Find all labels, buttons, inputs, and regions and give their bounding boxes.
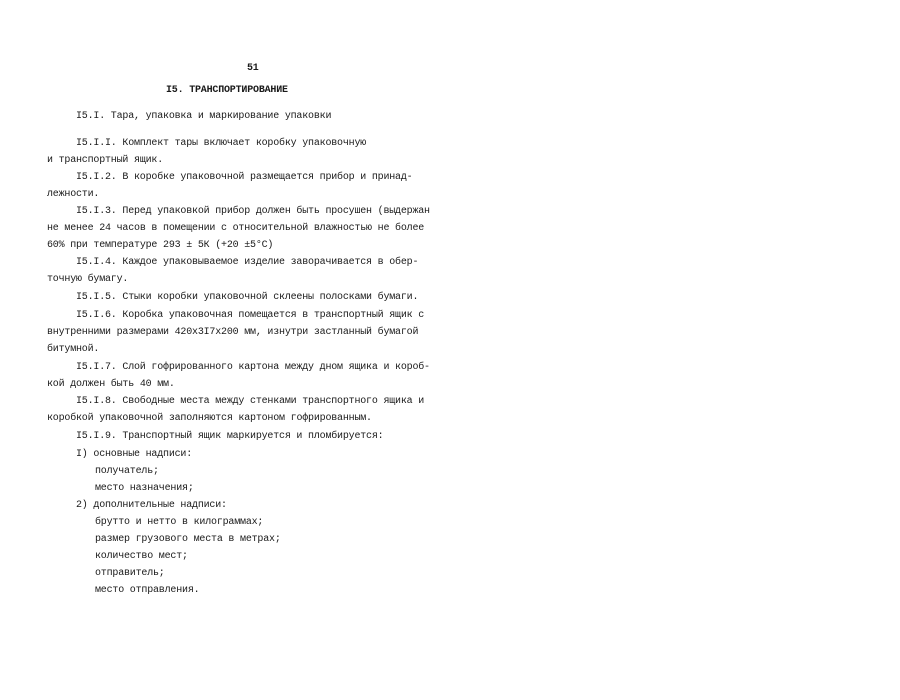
list-item: размер грузового места в метрах; — [95, 534, 281, 545]
list-item: место назначения; — [95, 483, 194, 494]
section-title: I5. ТРАНСПОРТИРОВАНИЕ — [166, 85, 288, 96]
text-line: I5.I.4. Каждое упаковываемое изделие заворачивается в обер- — [76, 257, 419, 268]
text-line: I5.I.6. Коробка упаковочная помещается в транспортный ящик с — [76, 310, 425, 321]
text-line: I5.I.I. Комплект тары включает коробку упаковочную — [76, 138, 367, 149]
list-item: 2) дополнительные надписи: — [76, 500, 227, 511]
text-line: точную бумагу. — [47, 274, 129, 285]
list-item: количество мест; — [95, 551, 188, 562]
text-line: внутренними размерами 420х3I7х200 мм, изнутри застланный бумагой — [47, 327, 419, 338]
text-line: и транспортный ящик. — [47, 155, 164, 166]
text-line: не менее 24 часов в помещении с относительной влажностью не более — [47, 223, 425, 234]
subsection-title: I5.I. Тара, упаковка и маркирование упаковки — [76, 111, 332, 122]
list-item: место отправления. — [95, 585, 200, 596]
text-line: кой должен быть 40 мм. — [47, 379, 175, 390]
list-item: брутто и нетто в килограммах; — [95, 517, 264, 528]
text-line: I5.I.8. Свободные места между стенками транспортного ящика и — [76, 396, 425, 407]
page-number: 51 — [247, 63, 259, 74]
text-line: I5.I.5. Стыки коробки упаковочной склеены полосками бумаги. — [76, 292, 419, 303]
text-line: I5.I.7. Слой гофрированного картона между дном ящика и короб- — [76, 362, 430, 373]
text-line: лежности. — [47, 189, 100, 200]
text-line: I5.I.2. В коробке упаковочной размещается прибор и принад- — [76, 172, 413, 183]
text-line: 60% при температуре 293 ± 5К (+20 ±5°С) — [47, 240, 274, 251]
list-item: I) основные надписи: — [76, 449, 193, 460]
text-line: I5.I.9. Транспортный ящик маркируется и пломбируется: — [76, 431, 384, 442]
text-line: I5.I.3. Перед упаковкой прибор должен быть просушен (выдержан — [76, 206, 430, 217]
list-item: отправитель; — [95, 568, 165, 579]
list-item: получатель; — [95, 466, 159, 477]
text-line: битумной. — [47, 344, 100, 355]
text-line: коробкой упаковочной заполняются картоном гофрированным. — [47, 413, 372, 424]
